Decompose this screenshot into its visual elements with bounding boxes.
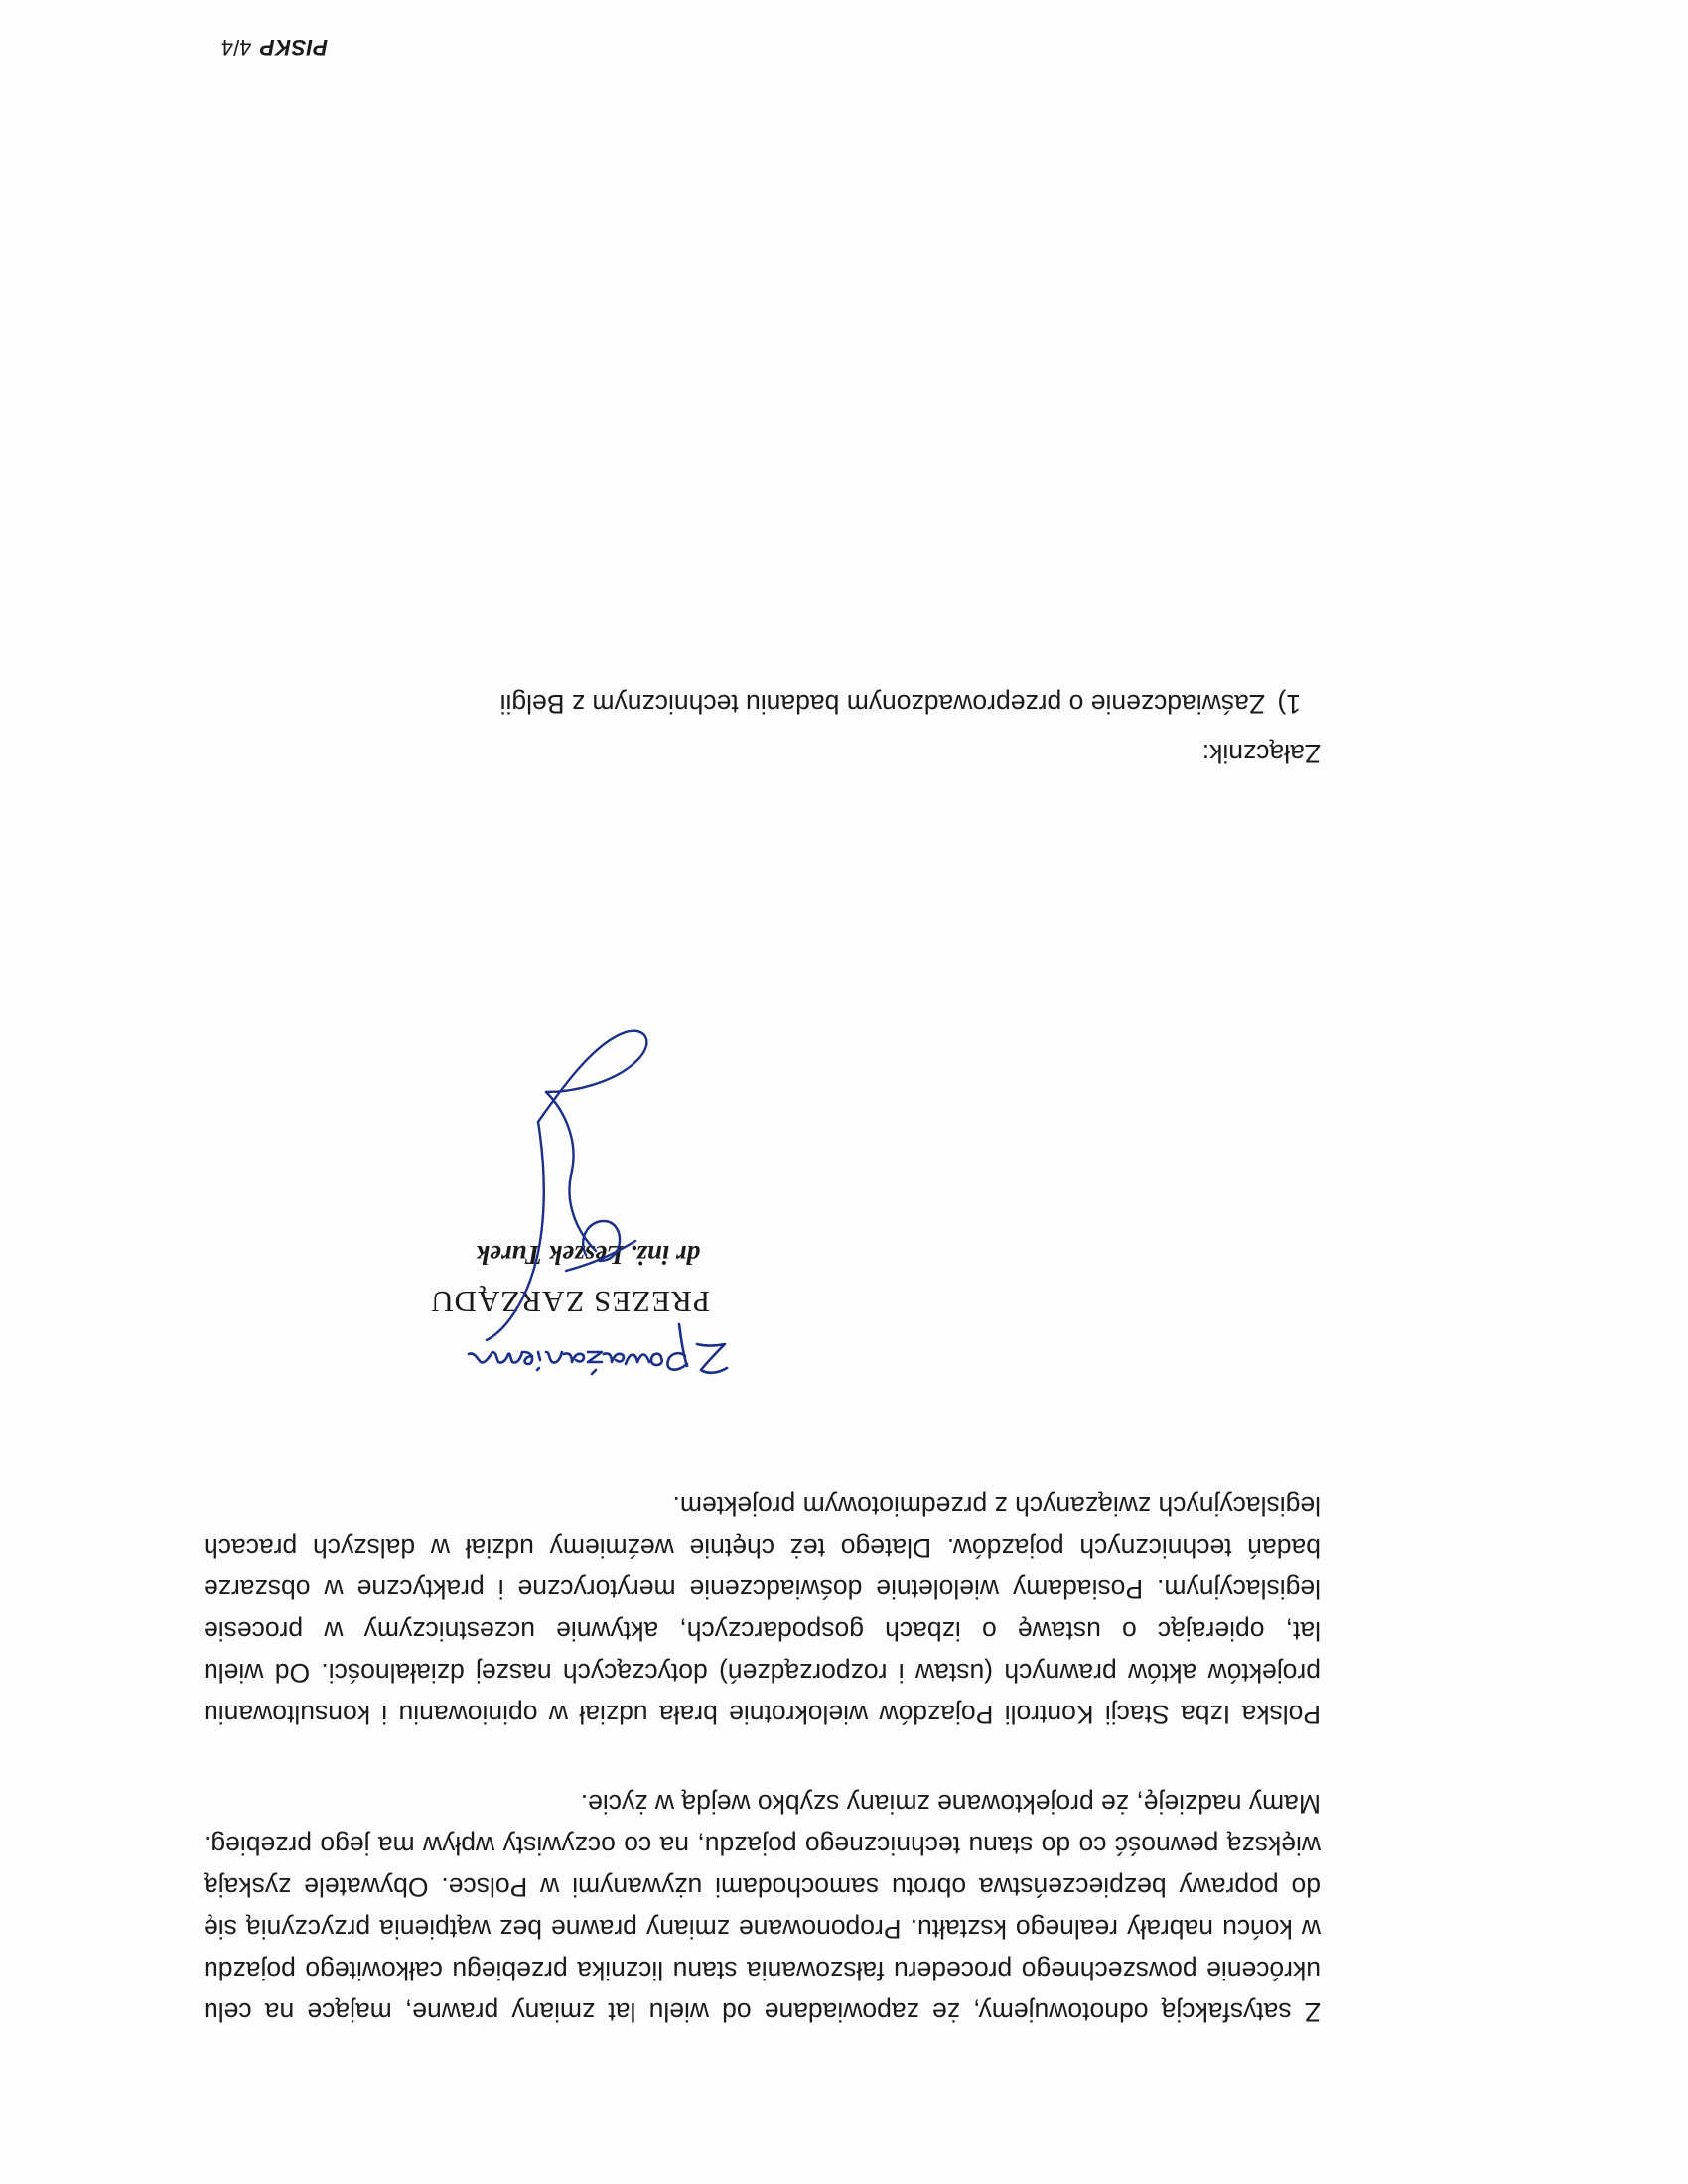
page-number: 4/4 bbox=[220, 35, 252, 60]
role-title: PREZES ZARZĄDU bbox=[430, 1285, 710, 1319]
attachment-number: 1) bbox=[1277, 689, 1301, 719]
attachments-list bbox=[204, 683, 1321, 725]
attachments-heading: Załącznik: bbox=[1201, 739, 1321, 768]
page-footer bbox=[221, 34, 328, 60]
footer-brand-logo: PISKP bbox=[259, 35, 328, 60]
attachments-section bbox=[204, 683, 1321, 774]
attachment-text: Zaświadczenie o przeprowadzonym badaniu technicznym z Belgii bbox=[499, 689, 1265, 719]
paragraph-2: Polska Izba Stacji Kontroli Pojazdów wielokrotnie brała udział w opiniowaniu i konsultowaniu projektów aktów prawnych (ustaw i rozporządzeń) dotyczących naszej działalności. Od wielu lat, opierając o ustawę o izbach gospodarczych, aktywnie uczestniczymy w procesie legislacyjnym. Posiadamy wieloletnie doświadczenie merytoryczne i praktyczne w obszarze badań technicznych pojazdów. Dlatego też chętnie weźmiemy udział w dalszych pracach legislacyjnych związanych z przedmiotowym projektem. bbox=[204, 1491, 1321, 1729]
attachment-item bbox=[204, 683, 1301, 725]
paragraph-1: Z satysfakcją odnotowujemy, że zapowiadane od wielu lat zmiany prawne, mające na celu ukrócenie powszechnego procederu fałszowania stanu licznika przebiegu całkowitego pojazdu w końcu nabrały realnego kształtu. Proponowane zmiany prawne bez wątpienia przyczynią się do poprawy bezpieczeństwa obrotu samochodami używanymi w Polsce. Obywatele zyskają większą pewność co do stanu technicznego pojazdu, na co oczywisty wpływ ma jego przebieg. Mamy nadzieję, że projektowane zmiany szybko wejdą w życie. bbox=[204, 1789, 1321, 2027]
signatory-name: dr inż. Leszek Turek bbox=[476, 1240, 700, 1270]
handwritten-signature bbox=[437, 1013, 695, 1370]
handwritten-signature-drawing bbox=[437, 1013, 695, 1370]
